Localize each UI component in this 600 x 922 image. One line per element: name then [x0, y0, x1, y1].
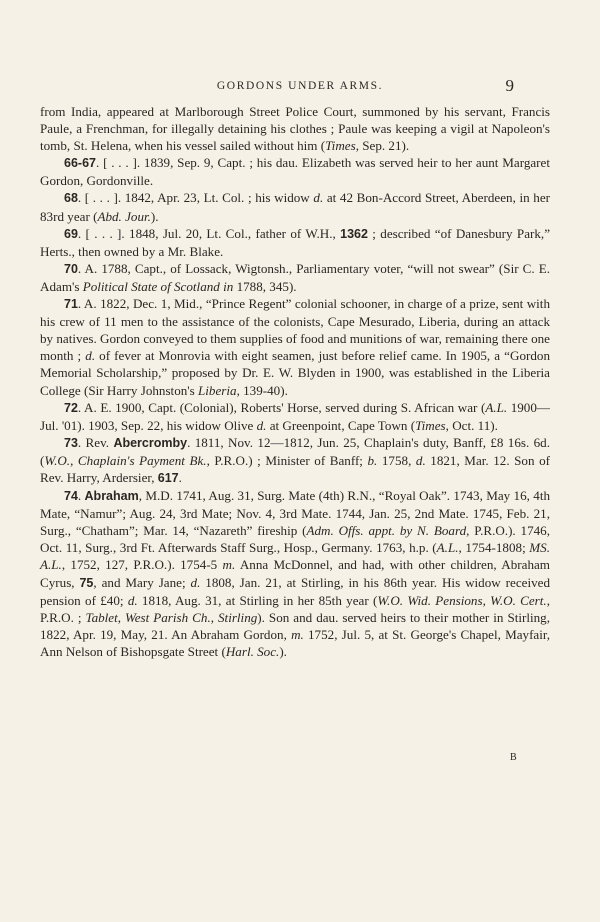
entry-paragraph	[40, 103, 550, 154]
entry-text: of fever at Monrovia with eight seamen, just before relief came. In 1905, a “Gordon Memorial Scholarship,” proposed by Dr. E. W. Blyden in 1900, was established in the Liberia College (Sir Harry Johnston's	[40, 348, 550, 398]
entry-text: 1758,	[377, 452, 416, 468]
entry-paragraph	[40, 434, 550, 487]
entry-text: , 1752, 127, P.R.O.). 1754-5	[61, 557, 223, 573]
entry-number: 66-67	[64, 156, 96, 171]
entry-number: 617	[157, 470, 179, 485]
entry-number: 75	[79, 575, 94, 590]
bold-name: Abraham	[84, 489, 139, 504]
italic-text: W.O., Chaplain's Payment Bk.	[44, 452, 207, 468]
italic-text: Tablet, West Parish Ch., Stirling	[85, 609, 258, 625]
italic-text: m.	[291, 626, 304, 642]
entry-text: ).	[279, 643, 287, 659]
italic-text: Times	[415, 417, 446, 433]
italic-text: d.	[190, 574, 201, 590]
italic-text: d.	[415, 452, 426, 468]
entry-number: 74	[64, 489, 78, 504]
italic-text: Liberia	[198, 382, 237, 398]
entry-text: , P.R.O.) ; Minister of Banff;	[206, 452, 368, 468]
entry-text: , P.R.O. ;	[40, 592, 550, 625]
entry-text: ). Son and dau. served heirs to their mother in Stirling, 1822, Apr. 19, May, 21. An Abraham Gordon,	[40, 609, 550, 642]
entry-text: , M.D. 1741, Aug. 31, Surg. Mate (4th) R.N., “Royal Oak”. 1743, May 16, 4th Mate, “Namur”; Aug. 24, 3rd Mate; Nov. 4, 3rd Mate. 1744, Jan. 25, 2nd Mate. 1745, Feb. 21, Surg., “Chatham”; Mar. 14, “Nazareth” fireship (	[40, 488, 550, 539]
entry-text: ; described “of Danesbury Park,” Herts., then owned by a Mr. Blake.	[40, 225, 551, 259]
entry-paragraph	[40, 399, 550, 434]
entry-number: 1362	[340, 226, 368, 241]
entry-number: 68	[64, 191, 78, 206]
entry-text: 1818, Aug. 31, at Stirling in her 85th year (	[137, 592, 378, 608]
entry-text: .	[178, 469, 182, 485]
italic-text: d.	[127, 592, 138, 608]
entry-text: , P.R.O.). 1746, Oct. 11, Surg., 3rd Ft. Afterwards Staff Surg., Hosp., Germany. 1763, h.p. (	[40, 523, 550, 556]
entry-text: . [ . . . ]. 1839, Sep. 9, Capt. ; his dau. Elizabeth was served heir to her aunt Margaret Gordon, Gordonville.	[40, 155, 550, 189]
entry-text: ).	[150, 208, 159, 224]
entry-text: 1821, Mar. 12. Son of Rev. Harry, Ardersier,	[40, 452, 550, 485]
italic-text: Times	[325, 138, 356, 154]
italic-text: A.L.	[485, 399, 508, 415]
italic-text: Adm. Offs. appt. by N. Board	[306, 523, 467, 539]
entry-paragraph	[40, 225, 550, 260]
entries-body	[40, 103, 550, 660]
entry-paragraph	[40, 154, 550, 189]
entry-number: 72	[64, 400, 78, 415]
entry-text: . A. 1788, Capt., of Lossack, Wigtonsh., Parliamentary voter, “will not swear” (Sir C. E. Adam's	[40, 260, 550, 294]
entry-number: 70	[64, 261, 78, 276]
entry-text: , Sep. 21).	[355, 138, 410, 154]
italic-text: d.	[313, 190, 324, 206]
entry-paragraph	[40, 487, 550, 660]
entry-text: 1808, Jan. 21, at Stirling, in his 86th year. His widow received pension of £40;	[40, 574, 550, 608]
italic-text: A.L.	[436, 540, 459, 556]
italic-text: b.	[367, 452, 378, 468]
italic-text: Abd. Jour.	[97, 208, 151, 224]
entry-text: . 1811, Nov. 12—1812, Jun. 25, Chaplain's duty, Banff, £8 16s. 6d. (	[40, 434, 550, 468]
running-title: GORDONS UNDER ARMS.	[216, 80, 384, 92]
entry-paragraph	[40, 189, 550, 224]
italic-text: MS. A.L.	[40, 540, 550, 573]
entry-number: 73	[64, 435, 78, 450]
entry-text: 1752, Jul. 5, at St. George's Chapel, Mayfair, Ann Nelson of Bishopsgate Street (	[40, 626, 550, 659]
entry-text: at 42 Bon-Accord Street, Aberdeen, in her 83rd year (	[40, 190, 550, 224]
entry-text: 1788, 345).	[233, 278, 297, 294]
entry-text: . A. 1822, Dec. 1, Mid., “Prince Regent” colonial schooner, in charge of a prize, sent with his crew of 11 men to the assistance of the colonists, Cape Mesurado, Liberia, during an attack by natives. Gordon conveyed to them supplies of food and munitions of war, remaining there one month ;	[40, 296, 550, 364]
entry-text: , Oct. 11).	[445, 417, 498, 433]
italic-text: d.	[85, 348, 96, 364]
italic-text: Political State of Scotland in	[82, 278, 234, 294]
entry-text: 1900—Jul. '01). 1903, Sep. 22, his widow Olive	[40, 399, 550, 433]
italic-text: d.	[256, 417, 267, 433]
page-number: 9	[505, 76, 514, 95]
entry-number: 71	[64, 297, 78, 312]
bold-name: Abercromby	[113, 435, 188, 450]
italic-text: Harl. Soc.	[225, 643, 280, 659]
entry-paragraph	[40, 295, 550, 399]
entry-text: . Rev.	[77, 434, 114, 450]
entry-text: . [ . . . ]. 1842, Apr. 23, Lt. Col. ; his widow	[77, 190, 314, 206]
entry-text: , 1754-1808;	[458, 540, 530, 556]
entry-text: . [ . . . ]. 1848, Jul. 20, Lt. Col., father of W.H.,	[77, 225, 341, 241]
entry-text: .	[77, 488, 85, 504]
italic-text: m.	[222, 557, 236, 573]
entry-text: from India, appeared at Marlborough Street Police Court, summoned by his servant, Francis Paule, a Frenchman, for illegally detaining his clothes ; Paule was keeping a vigil at Napoleon's tomb, St. Helena, when his vessel sailed without him (	[40, 104, 550, 154]
entry-text: , and Mary Jane;	[93, 574, 191, 590]
entry-number: 69	[64, 226, 78, 241]
signature-mark: B	[510, 752, 518, 763]
entry-text: Anna McDonnel, and had, with other children, Abraham Cyrus,	[40, 557, 550, 590]
entry-text: , 139-40).	[236, 382, 288, 398]
entry-text: . A. E. 1900, Capt. (Colonial), Roberts' Horse, served during S. African war (	[77, 399, 486, 415]
entry-text: at Greenpoint, Cape Town (	[266, 417, 416, 433]
italic-text: W.O. Wid. Pensions, W.O. Cert.	[377, 592, 547, 608]
entry-paragraph	[40, 260, 550, 295]
